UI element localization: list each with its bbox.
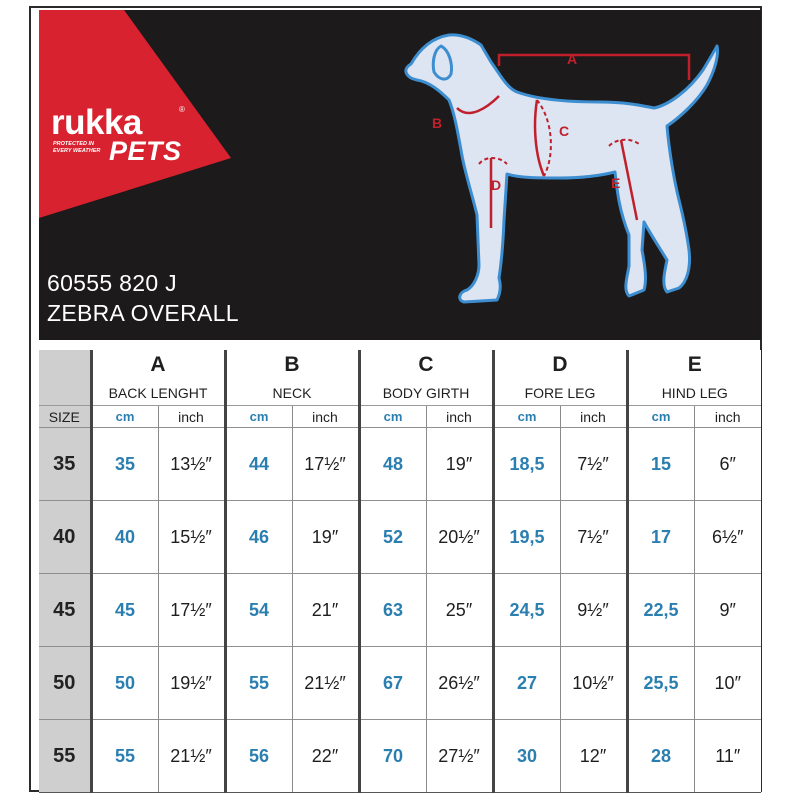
cm-value: 15: [627, 428, 694, 501]
inch-value: 9″: [694, 574, 761, 647]
inch-value: 11″: [694, 720, 761, 793]
inch-value: 21″: [292, 574, 359, 647]
inch-value: 19½″: [158, 647, 225, 720]
unit-inch: inch: [426, 406, 493, 428]
cm-value: 55: [225, 647, 292, 720]
inch-value: 6″: [694, 428, 761, 501]
group-label: BODY GIRTH: [359, 380, 493, 406]
cm-value: 19,5: [493, 501, 560, 574]
cm-value: 30: [493, 720, 560, 793]
inch-value: 19″: [426, 428, 493, 501]
cm-value: 44: [225, 428, 292, 501]
inch-value: 26½″: [426, 647, 493, 720]
cm-value: 24,5: [493, 574, 560, 647]
table-row: [39, 428, 761, 501]
cm-value: 45: [91, 574, 158, 647]
marker-a: A: [567, 51, 578, 67]
cm-value: 27: [493, 647, 560, 720]
cm-value: 46: [225, 501, 292, 574]
inch-value: 17½″: [292, 428, 359, 501]
cm-value: 52: [359, 501, 426, 574]
unit-inch: inch: [158, 406, 225, 428]
brand-name: rukka: [51, 103, 142, 142]
inch-value: 22″: [292, 720, 359, 793]
table-row: [39, 574, 761, 647]
cm-value: 17: [627, 501, 694, 574]
inch-value: 6½″: [694, 501, 761, 574]
marker-e: E: [611, 175, 621, 191]
cm-value: 70: [359, 720, 426, 793]
dog-illustration: [406, 35, 718, 302]
size-table: [39, 350, 761, 793]
inch-value: 27½″: [426, 720, 493, 793]
brand-logo: [51, 103, 185, 166]
unit-inch: inch: [292, 406, 359, 428]
brand-tagline: PROTECTED IN EVERY WEATHER: [53, 141, 101, 154]
product-info: [47, 268, 239, 328]
table-row: [39, 501, 761, 574]
unit-cm: cm: [91, 406, 158, 428]
size-value: 50: [39, 647, 91, 720]
size-rows: [39, 428, 761, 793]
inch-value: 15½″: [158, 501, 225, 574]
size-value: 45: [39, 574, 91, 647]
group-label: BACK LENGHT: [91, 380, 225, 406]
group-letter: D: [493, 350, 627, 380]
unit-cm: cm: [493, 406, 560, 428]
size-value: 55: [39, 720, 91, 793]
cm-value: 54: [225, 574, 292, 647]
inch-value: 19″: [292, 501, 359, 574]
inch-value: 21½″: [292, 647, 359, 720]
size-value: 40: [39, 501, 91, 574]
cm-value: 28: [627, 720, 694, 793]
cm-value: 18,5: [493, 428, 560, 501]
product-name: ZEBRA OVERALL: [47, 300, 239, 326]
unit-inch: inch: [560, 406, 627, 428]
size-value: 35: [39, 428, 91, 501]
cm-value: 56: [225, 720, 292, 793]
size-header-cell: [39, 380, 91, 406]
inch-value: 25″: [426, 574, 493, 647]
cm-value: 67: [359, 647, 426, 720]
inch-value: 12″: [560, 720, 627, 793]
cm-value: 40: [91, 501, 158, 574]
unit-cm: cm: [627, 406, 694, 428]
group-letter: C: [359, 350, 493, 380]
cm-value: 25,5: [627, 647, 694, 720]
brand-registered-mark: ®: [179, 105, 185, 114]
marker-c: C: [559, 123, 570, 139]
inch-value: 9½″: [560, 574, 627, 647]
brand-sub: PETS: [109, 136, 182, 166]
inch-value: 10½″: [560, 647, 627, 720]
group-letter-row: [39, 350, 761, 380]
cm-value: 63: [359, 574, 426, 647]
cm-value: 50: [91, 647, 158, 720]
unit-inch: inch: [694, 406, 761, 428]
unit-cm: cm: [225, 406, 292, 428]
inch-value: 17½″: [158, 574, 225, 647]
group-letter: B: [225, 350, 359, 380]
marker-b: B: [432, 115, 443, 131]
cm-value: 22,5: [627, 574, 694, 647]
cm-value: 48: [359, 428, 426, 501]
inch-value: 10″: [694, 647, 761, 720]
product-code: 60555 820 J: [47, 270, 177, 296]
header-banner: [39, 10, 761, 340]
group-label: FORE LEG: [493, 380, 627, 406]
group-label-row: [39, 380, 761, 406]
inch-value: 21½″: [158, 720, 225, 793]
table-row: [39, 720, 761, 793]
unit-row: [39, 406, 761, 428]
group-letter: A: [91, 350, 225, 380]
inch-value: 7½″: [560, 501, 627, 574]
table-row: [39, 647, 761, 720]
inch-value: 7½″: [560, 428, 627, 501]
inch-value: 20½″: [426, 501, 493, 574]
group-letter: E: [627, 350, 761, 380]
cm-value: 55: [91, 720, 158, 793]
unit-cm: cm: [359, 406, 426, 428]
group-label: HIND LEG: [627, 380, 761, 406]
size-label: SIZE: [39, 406, 91, 428]
cm-value: 35: [91, 428, 158, 501]
inch-value: 13½″: [158, 428, 225, 501]
marker-d: D: [491, 177, 502, 193]
size-header-cell: [39, 350, 91, 380]
group-label: NECK: [225, 380, 359, 406]
